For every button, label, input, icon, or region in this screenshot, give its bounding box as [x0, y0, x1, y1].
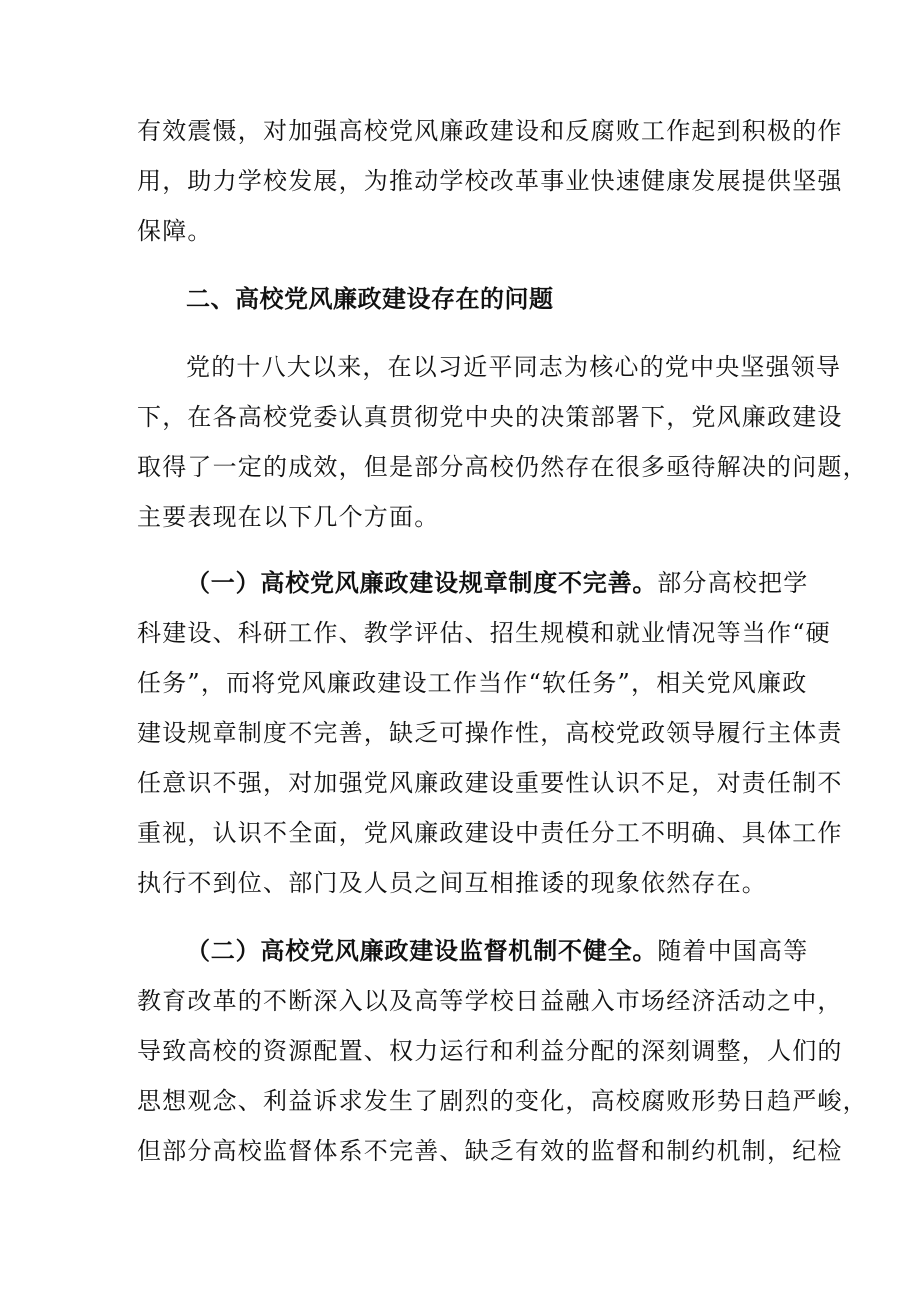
point2-line-4: 思想观念、利益诉求发生了剧烈的变化，高校腐败形势日趋严峻， [137, 1087, 868, 1115]
section-paragraph-line-2: 下，在各高校党委认真贯彻党中央的决策部署下，党风廉政建设 [137, 403, 843, 431]
point2-first-line [186, 936, 808, 966]
point2-line-2: 教育改革的不断深入以及高等学校日益融入市场经济活动之中， [137, 987, 843, 1015]
point1-first-line-rest: 部分高校把学 [657, 569, 809, 597]
point1-line-4: 建设规章制度不完善，缺乏可操作性，高校党政领导履行主体责 [137, 719, 843, 747]
intro-line-3: 保障。 [137, 217, 213, 245]
section-heading: 二、高校党风廉政建设存在的问题 [186, 285, 554, 313]
point1-line-5: 任意识不强，对加强党风廉政建设重要性认识不足，对责任制不 [137, 769, 843, 797]
point2-title: （二）高校党风廉政建设监督机制不健全。 [186, 937, 658, 965]
point1-line-3: 任务”，而将党风廉政建设工作当作“软任务”，相关党风廉政 [137, 669, 808, 697]
point1-title: （一）高校党风廉政建设规章制度不完善。 [186, 569, 658, 597]
intro-line-1: 有效震慑，对加强高校党风廉政建设和反腐败工作起到积极的作 [137, 117, 843, 145]
section-paragraph-line-1: 党的十八大以来，在以习近平同志为核心的党中央坚强领导 [186, 353, 842, 381]
intro-line-2: 用，助力学校发展，为推动学校改革事业快速健康发展提供坚强 [137, 167, 843, 195]
point1-line-6: 重视，认识不全面，党风廉政建设中责任分工不明确、具体工作 [137, 819, 843, 847]
section-paragraph-line-3: 取得了一定的成效，但是部分高校仍然存在很多亟待解决的问题， [137, 453, 868, 481]
point2-line-3: 导致高校的资源配置、权力运行和利益分配的深刻调整，人们的 [137, 1037, 843, 1065]
point1-line-2: 科建设、科研工作、教学评估、招生规模和就业情况等当作“硬 [137, 619, 831, 647]
point1-line-7: 执行不到位、部门及人员之间互相推诿的现象依然存在。 [137, 869, 767, 897]
point2-first-line-rest: 随着中国高等 [657, 937, 809, 965]
section-paragraph-line-4: 主要表现在以下几个方面。 [137, 503, 440, 531]
point1-first-line [186, 568, 808, 598]
point2-line-5: 但部分高校监督体系不完善、缺乏有效的监督和制约机制，纪检 [137, 1137, 843, 1165]
